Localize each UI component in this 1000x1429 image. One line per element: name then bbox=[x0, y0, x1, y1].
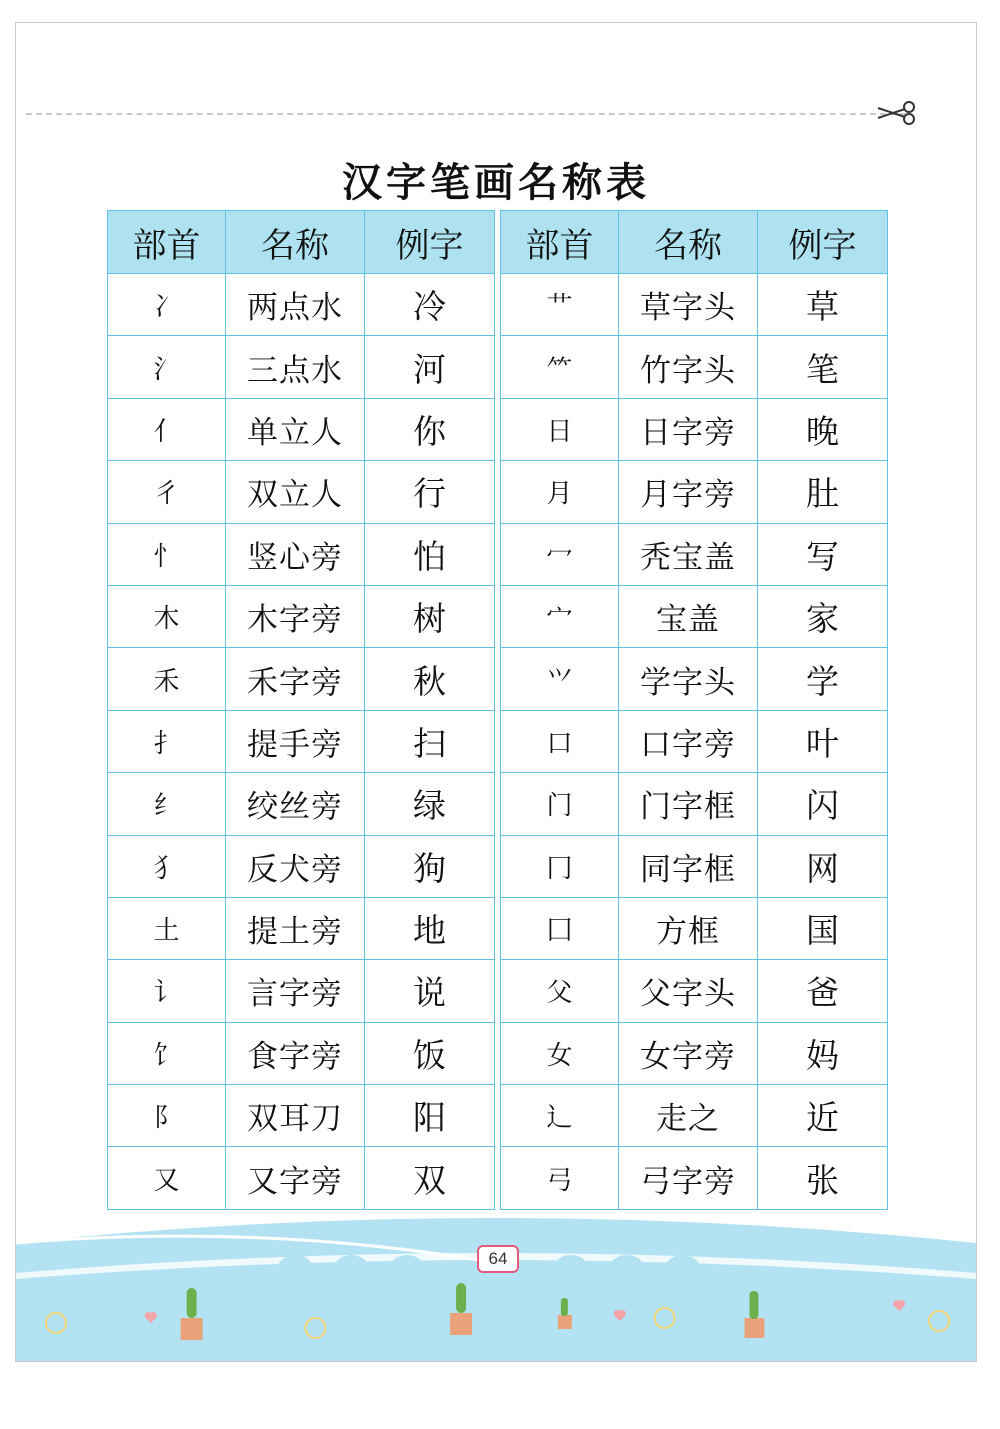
example-cell: 妈 bbox=[758, 1022, 888, 1084]
example-cell: 秋 bbox=[365, 648, 495, 710]
name-cell: 口字旁 bbox=[619, 710, 758, 772]
radical-cell: 宀 bbox=[501, 585, 619, 647]
radical-cell: 阝 bbox=[108, 1085, 226, 1147]
example-cell: 笔 bbox=[758, 336, 888, 398]
table-header-row bbox=[108, 211, 495, 274]
name-cell: 草字头 bbox=[619, 274, 758, 336]
name-cell: 弓字旁 bbox=[619, 1147, 758, 1209]
name-cell: 绞丝旁 bbox=[226, 773, 365, 835]
name-cell: 秃宝盖 bbox=[619, 523, 758, 585]
example-cell: 绿 bbox=[365, 773, 495, 835]
radical-cell: ⺍ bbox=[501, 648, 619, 710]
radical-cell: 门 bbox=[501, 773, 619, 835]
radical-cell: 亻 bbox=[108, 398, 226, 460]
example-cell: 行 bbox=[365, 461, 495, 523]
example-cell: 冷 bbox=[365, 274, 495, 336]
example-cell: 网 bbox=[758, 835, 888, 897]
table-row bbox=[501, 773, 888, 835]
table-row bbox=[501, 336, 888, 398]
name-cell: 单立人 bbox=[226, 398, 365, 460]
name-cell: 双耳刀 bbox=[226, 1085, 365, 1147]
table-row bbox=[108, 710, 495, 772]
table-row bbox=[501, 710, 888, 772]
example-cell: 双 bbox=[365, 1147, 495, 1209]
radical-cell: 月 bbox=[501, 461, 619, 523]
name-cell: 三点水 bbox=[226, 336, 365, 398]
table-row bbox=[501, 1022, 888, 1084]
name-cell: 又字旁 bbox=[226, 1147, 365, 1209]
table-row bbox=[108, 648, 495, 710]
table-row bbox=[501, 835, 888, 897]
example-cell: 叶 bbox=[758, 710, 888, 772]
radical-table-left bbox=[107, 210, 495, 1210]
radical-cell: 日 bbox=[501, 398, 619, 460]
table-row bbox=[501, 274, 888, 336]
name-cell: 木字旁 bbox=[226, 585, 365, 647]
name-cell: 食字旁 bbox=[226, 1022, 365, 1084]
example-cell: 你 bbox=[365, 398, 495, 460]
page-frame bbox=[15, 22, 977, 1362]
name-cell: 竖心旁 bbox=[226, 523, 365, 585]
table-row bbox=[108, 1022, 495, 1084]
example-cell: 闪 bbox=[758, 773, 888, 835]
name-cell: 女字旁 bbox=[619, 1022, 758, 1084]
example-cell: 狗 bbox=[365, 835, 495, 897]
example-cell: 学 bbox=[758, 648, 888, 710]
radical-cell: 土 bbox=[108, 897, 226, 959]
table-row bbox=[108, 461, 495, 523]
radical-cell: 囗 bbox=[501, 897, 619, 959]
radical-cell: 冖 bbox=[501, 523, 619, 585]
radical-cell: 艹 bbox=[501, 274, 619, 336]
header-name: 名称 bbox=[619, 211, 758, 274]
scissors-icon bbox=[876, 98, 916, 128]
table-row bbox=[501, 585, 888, 647]
header-radical: 部首 bbox=[108, 211, 226, 274]
table-row bbox=[108, 1085, 495, 1147]
table-row bbox=[108, 398, 495, 460]
table-row bbox=[108, 960, 495, 1022]
radical-cell: 饣 bbox=[108, 1022, 226, 1084]
example-cell: 张 bbox=[758, 1147, 888, 1209]
table-row bbox=[501, 1147, 888, 1209]
example-cell: 草 bbox=[758, 274, 888, 336]
example-cell: 晚 bbox=[758, 398, 888, 460]
table-row bbox=[108, 523, 495, 585]
name-cell: 父字头 bbox=[619, 960, 758, 1022]
radical-cell: 木 bbox=[108, 585, 226, 647]
table-row bbox=[108, 336, 495, 398]
example-cell: 阳 bbox=[365, 1085, 495, 1147]
example-cell: 扫 bbox=[365, 710, 495, 772]
example-cell: 写 bbox=[758, 523, 888, 585]
name-cell: 双立人 bbox=[226, 461, 365, 523]
radical-table-right bbox=[500, 210, 888, 1210]
radical-cell: 辶 bbox=[501, 1085, 619, 1147]
radical-cell: 彳 bbox=[108, 461, 226, 523]
table-row bbox=[108, 897, 495, 959]
header-name: 名称 bbox=[226, 211, 365, 274]
radical-cell: 又 bbox=[108, 1147, 226, 1209]
name-cell: 禾字旁 bbox=[226, 648, 365, 710]
table-row bbox=[108, 1147, 495, 1209]
example-cell: 怕 bbox=[365, 523, 495, 585]
radical-cell: 冫 bbox=[108, 274, 226, 336]
name-cell: 两点水 bbox=[226, 274, 365, 336]
table-row bbox=[501, 1085, 888, 1147]
table-row bbox=[108, 585, 495, 647]
header-example: 例字 bbox=[365, 211, 495, 274]
name-cell: 言字旁 bbox=[226, 960, 365, 1022]
example-cell: 肚 bbox=[758, 461, 888, 523]
radical-cell: 忄 bbox=[108, 523, 226, 585]
example-cell: 饭 bbox=[365, 1022, 495, 1084]
table-row bbox=[501, 398, 888, 460]
example-cell: 家 bbox=[758, 585, 888, 647]
radical-cell: 扌 bbox=[108, 710, 226, 772]
table-row bbox=[501, 897, 888, 959]
table-row bbox=[108, 274, 495, 336]
name-cell: 宝盖 bbox=[619, 585, 758, 647]
example-cell: 说 bbox=[365, 960, 495, 1022]
example-cell: 河 bbox=[365, 336, 495, 398]
radical-cell: 犭 bbox=[108, 835, 226, 897]
table-row bbox=[501, 648, 888, 710]
cut-line bbox=[26, 113, 906, 115]
name-cell: 提手旁 bbox=[226, 710, 365, 772]
name-cell: 竹字头 bbox=[619, 336, 758, 398]
example-cell: 国 bbox=[758, 897, 888, 959]
radical-cell: 讠 bbox=[108, 960, 226, 1022]
table-row bbox=[501, 461, 888, 523]
name-cell: 方框 bbox=[619, 897, 758, 959]
radical-cell: 禾 bbox=[108, 648, 226, 710]
page-title: 汉字笔画名称表 bbox=[342, 160, 650, 206]
header-example: 例字 bbox=[758, 211, 888, 274]
radical-cell: 氵 bbox=[108, 336, 226, 398]
table-row bbox=[501, 523, 888, 585]
name-cell: 提土旁 bbox=[226, 897, 365, 959]
name-cell: 学字头 bbox=[619, 648, 758, 710]
radical-cell: 女 bbox=[501, 1022, 619, 1084]
name-cell: 反犬旁 bbox=[226, 835, 365, 897]
name-cell: 日字旁 bbox=[619, 398, 758, 460]
radical-cell: ⺮ bbox=[501, 336, 619, 398]
radical-cell: 冂 bbox=[501, 835, 619, 897]
page-number: 64 bbox=[477, 1245, 519, 1273]
radical-cell: 口 bbox=[501, 710, 619, 772]
radical-cell: 父 bbox=[501, 960, 619, 1022]
decorative-footer bbox=[16, 1203, 976, 1362]
name-cell: 门字框 bbox=[619, 773, 758, 835]
name-cell: 月字旁 bbox=[619, 461, 758, 523]
table-row bbox=[108, 773, 495, 835]
example-cell: 近 bbox=[758, 1085, 888, 1147]
example-cell: 地 bbox=[365, 897, 495, 959]
name-cell: 同字框 bbox=[619, 835, 758, 897]
example-cell: 爸 bbox=[758, 960, 888, 1022]
radical-cell: 弓 bbox=[501, 1147, 619, 1209]
table-row bbox=[501, 960, 888, 1022]
table-row bbox=[108, 835, 495, 897]
name-cell: 走之 bbox=[619, 1085, 758, 1147]
example-cell: 树 bbox=[365, 585, 495, 647]
header-radical: 部首 bbox=[501, 211, 619, 274]
table-header-row bbox=[501, 211, 888, 274]
radical-cell: 纟 bbox=[108, 773, 226, 835]
